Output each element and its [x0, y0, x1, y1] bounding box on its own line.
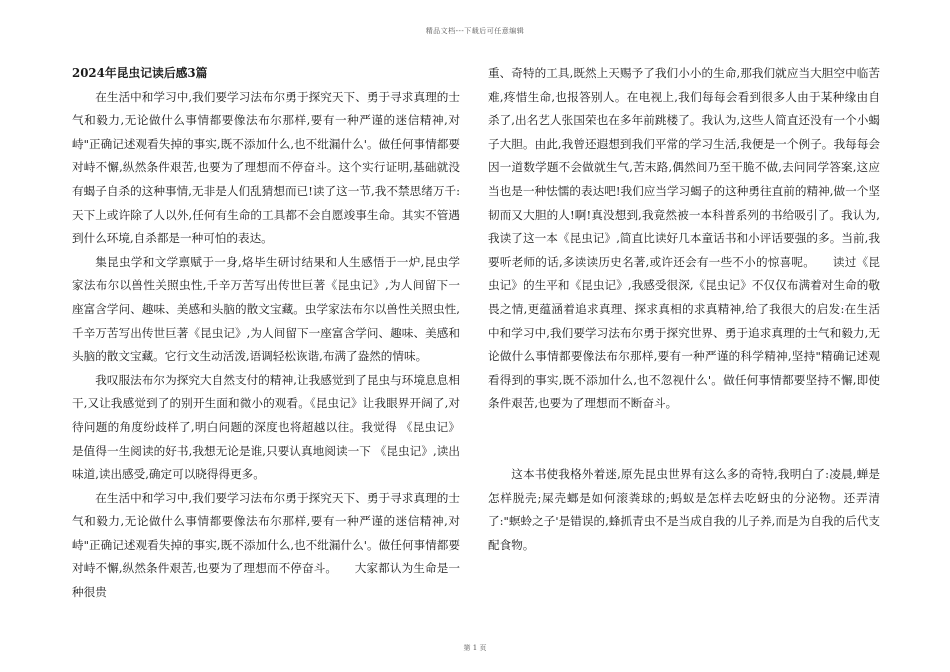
paragraph-6: 这本书使我格外着迷,原先昆虫世界有这么多的奇特,我明白了:凌晨,蝉是怎样脱壳;屎壳螂是如何滚粪球的;蚂蚁是怎样去吃蚜虫的分泌物。还弄清了:"螟蛉之子'是错误的,蜂抓青虫不是当成自我的儿子养,而是为自我的后代支配食物。 — [488, 466, 880, 552]
paragraph-4: 在生活中和学习中,我们要学习法布尔勇于探究天下、勇于寻求真理的士气和毅力,无论做什么事情都要像法布尔那样,要有一种严谨的迷信精神,对峙"正确记述观看失掉的事实,既不添加什么,也不纰漏什么'。做任何事情都要对峙不懈,纵然条件艰苦,也要为了理想而不停奋斗。 大家都认为生命是一种很贵 — [72, 490, 460, 600]
paragraph-gap — [488, 416, 880, 463]
left-column — [72, 62, 460, 605]
paragraph-2: 集昆虫学和文学禀赋于一身,烙毕生研讨结果和人生感悟于一炉,昆虫学家法布尔以兽性关照虫性,千辛万苦写出传世巨著《昆虫记》,为人间留下一座富含学问、趣味、美感和头脑的散文宝藏。虫学家法布尔以兽性关照虫性,千辛万苦写出传世巨著《昆虫记》,为人间留下一座富含学问、趣味、美感和头脑的散文宝藏。它行文生动活泼,语调轻松诙谐,布满了盎然的情味。 — [72, 254, 460, 364]
page-header: 精品文档---下载后可任意编辑 — [425, 27, 525, 35]
document-title: 2024年昆虫记读后感3篇 — [72, 66, 208, 80]
page-number: 第 1 页 — [463, 644, 487, 652]
paragraph-1: 在生活中和学习中,我们要学习法布尔勇于探究天下、勇于寻求真理的士气和毅力,无论做什么事情都要像法布尔那样,要有一种严谨的迷信精神,对峙"正确记述观看失掉的事实,既不添加什么,也不纰漏什么'。做任何事情都要对峙不懈,纵然条件艰苦,也要为了理想而不停奋斗。这个实行证明,基础就没有蝎子自杀的这种事情,无非是人们乱猜想而已!读了这一节,我不禁思绪万千:天下上或许除了人以外,任何有生命的工具都不会自愿竣事生命。其实不管遇到什么环境,自杀都是一种可怕的表达。 — [72, 89, 460, 246]
paragraph-5: 重、奇特的工具,既然上天赐予了我们小小的生命,那我们就应当大胆空中临苦难,疼惜生命,也报答别人。在电视上,我们每每会看到很多人由于某种缘由自杀了,出名艺人张国荣也在多年前跳楼了。我认为,这些人简直还没有一个小蝎子大胆。由此,我曾还遐想到我们平常的学习生活,我便是一个例子。我每每会因一道数学题不会做就生气,苦末路,偶然间乃至干脆不做,去问同学答案,这应当也是一种怯懦的表达吧!我们应当学习蝎子的这种勇往直前的精神,做一个坚韧而又大胆的人!啊!真没想到,我竟然被一本科普系列的书给吸引了。我认为,我读了这一本《昆虫记》,简直比读好几本童话书和小评话要强的多。当前,我要听老师的话,多读读历史名著,或许还会有一些不小的惊喜呢。 读过《昆虫记》的生平和《昆虫记》,我感受很深,《昆虫记》不仅仅布满着对生命的敬畏之情,更蕴涵着追求真理、探求真相的求真精神,给了我很大的启发:在生活中和学习中,我们要学习法布尔勇于探究世界、勇于追求真理的士气和毅力,无论做什么事情都要像法布尔那样,要有一种严谨的科学精神,坚持"精确记述观看得到的事实,既不添加什么,也不忽视什么'。做任何事情都要坚持不懈,即使条件艰苦,也要为了理想而不断奋斗。 — [488, 66, 880, 411]
paragraph-3: 我叹服法布尔为探究大自然支付的精神,让我感觉到了昆虫与环境息息相干,又让我感觉到了的别开生面和微小的观看。《昆虫记》让我眼界开阔了,对待问题的角度纷歧样了,明白问题的深度也将超越以往。我觉得 《昆虫记》是值得一生阅读的好书,我想无论是谁,只要认真地阅读一下 《昆虫记》,读出味道,读出感受,确定可以晓得得更多。 — [72, 372, 460, 482]
right-column — [488, 62, 880, 557]
